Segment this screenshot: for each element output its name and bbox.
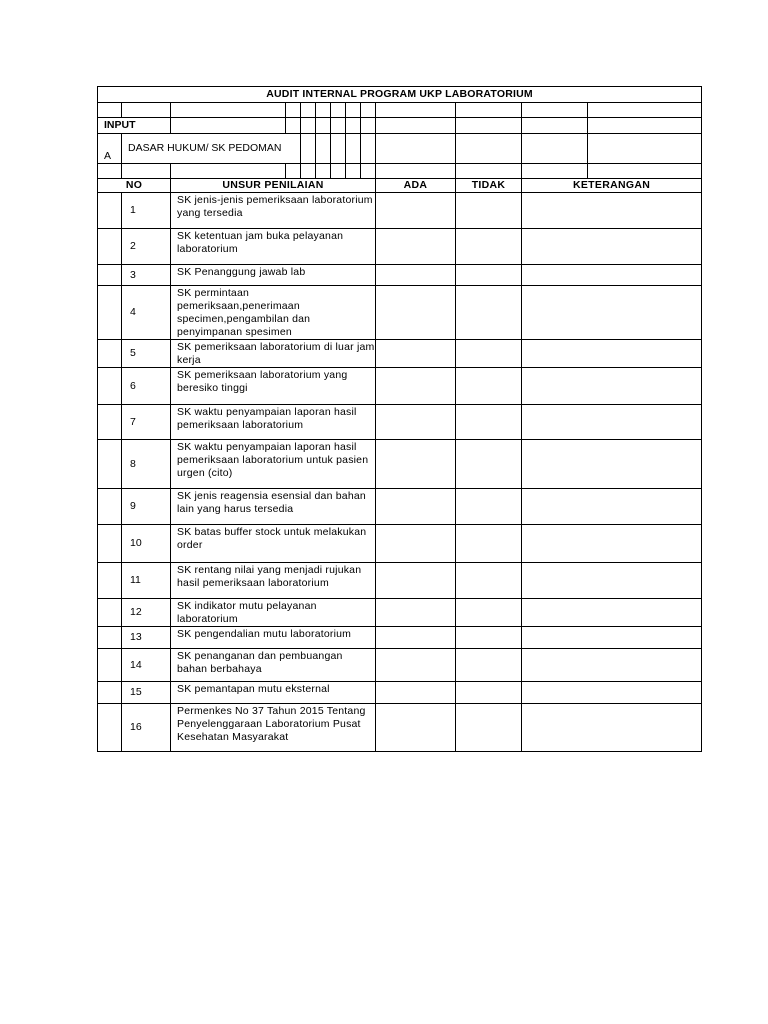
audit-table xyxy=(97,86,702,752)
table-row xyxy=(98,489,702,525)
spacer-row xyxy=(98,164,702,179)
row-keterangan-cell[interactable] xyxy=(522,682,702,704)
audit-table-body xyxy=(98,87,702,752)
table-row xyxy=(98,368,702,405)
row-tidak-cell[interactable] xyxy=(456,405,522,440)
spacer-row xyxy=(98,103,702,118)
row-description: SK jenis-jenis pemeriksaan laboratorium yang tersedia xyxy=(171,193,376,229)
row-keterangan-cell[interactable] xyxy=(522,525,702,563)
title-row xyxy=(98,87,702,103)
row-tidak-cell[interactable] xyxy=(456,368,522,405)
row-keterangan-cell[interactable] xyxy=(522,286,702,340)
row-tidak-cell[interactable] xyxy=(456,265,522,286)
row-blank-cell xyxy=(98,489,122,525)
table-row xyxy=(98,649,702,682)
row-tidak-cell[interactable] xyxy=(456,682,522,704)
row-ada-cell[interactable] xyxy=(376,265,456,286)
row-blank-cell xyxy=(98,563,122,599)
row-blank-cell xyxy=(98,286,122,340)
row-ada-cell[interactable] xyxy=(376,193,456,229)
row-number: 5 xyxy=(122,340,171,368)
row-blank-cell xyxy=(98,440,122,489)
header-row xyxy=(98,179,702,193)
row-number: 12 xyxy=(122,599,171,627)
row-blank-cell xyxy=(98,704,122,752)
row-keterangan-cell[interactable] xyxy=(522,440,702,489)
row-ada-cell[interactable] xyxy=(376,340,456,368)
row-keterangan-cell[interactable] xyxy=(522,340,702,368)
table-row xyxy=(98,440,702,489)
row-keterangan-cell[interactable] xyxy=(522,563,702,599)
row-number: 1 xyxy=(122,193,171,229)
row-description: Permenkes No 37 Tahun 2015 Tentang Penyelenggaraan Laboratorium Pusat Kesehatan Masyarakat xyxy=(171,704,376,752)
table-row xyxy=(98,599,702,627)
row-ada-cell[interactable] xyxy=(376,682,456,704)
row-ada-cell[interactable] xyxy=(376,368,456,405)
row-blank-cell xyxy=(98,265,122,286)
row-keterangan-cell[interactable] xyxy=(522,599,702,627)
table-row xyxy=(98,405,702,440)
row-tidak-cell[interactable] xyxy=(456,525,522,563)
row-ada-cell[interactable] xyxy=(376,525,456,563)
row-blank-cell xyxy=(98,405,122,440)
row-description: SK rentang nilai yang menjadi rujukan hasil pemeriksaan laboratorium xyxy=(171,563,376,599)
row-description: SK waktu penyampaian laporan hasil pemeriksaan laboratorium xyxy=(171,405,376,440)
row-ada-cell[interactable] xyxy=(376,229,456,265)
row-description: SK pemantapan mutu eksternal xyxy=(171,682,376,704)
input-row xyxy=(98,118,702,134)
row-blank-cell xyxy=(98,340,122,368)
row-ada-cell[interactable] xyxy=(376,649,456,682)
row-number: 4 xyxy=(122,286,171,340)
row-tidak-cell[interactable] xyxy=(456,704,522,752)
table-row xyxy=(98,229,702,265)
row-tidak-cell[interactable] xyxy=(456,649,522,682)
row-tidak-cell[interactable] xyxy=(456,286,522,340)
header-keterangan: KETERANGAN xyxy=(522,179,702,193)
row-tidak-cell[interactable] xyxy=(456,599,522,627)
row-number: 3 xyxy=(122,265,171,286)
row-number: 11 xyxy=(122,563,171,599)
row-description: SK penanganan dan pembuangan bahan berbahaya xyxy=(171,649,376,682)
row-keterangan-cell[interactable] xyxy=(522,704,702,752)
row-description: SK pemeriksaan laboratorium yang beresiko tinggi xyxy=(171,368,376,405)
table-row xyxy=(98,340,702,368)
row-keterangan-cell[interactable] xyxy=(522,193,702,229)
row-ada-cell[interactable] xyxy=(376,563,456,599)
section-name: DASAR HUKUM/ SK PEDOMAN xyxy=(122,134,301,164)
row-blank-cell xyxy=(98,599,122,627)
row-blank-cell xyxy=(98,193,122,229)
row-keterangan-cell[interactable] xyxy=(522,489,702,525)
header-no: NO xyxy=(98,179,171,193)
row-description: SK pengendalian mutu laboratorium xyxy=(171,627,376,649)
row-keterangan-cell[interactable] xyxy=(522,265,702,286)
row-blank-cell xyxy=(98,525,122,563)
table-row xyxy=(98,682,702,704)
row-number: 14 xyxy=(122,649,171,682)
input-label: INPUT xyxy=(98,118,171,134)
table-row xyxy=(98,525,702,563)
document-title: AUDIT INTERNAL PROGRAM UKP LABORATORIUM xyxy=(98,87,702,103)
row-number: 16 xyxy=(122,704,171,752)
table-row xyxy=(98,627,702,649)
row-blank-cell xyxy=(98,627,122,649)
row-description: SK batas buffer stock untuk melakukan order xyxy=(171,525,376,563)
row-description: SK pemeriksaan laboratorium di luar jam kerja xyxy=(171,340,376,368)
row-number: 8 xyxy=(122,440,171,489)
header-ada: ADA xyxy=(376,179,456,193)
row-description: SK indikator mutu pelayanan laboratorium xyxy=(171,599,376,627)
row-tidak-cell[interactable] xyxy=(456,340,522,368)
row-number: 15 xyxy=(122,682,171,704)
row-tidak-cell[interactable] xyxy=(456,563,522,599)
header-tidak: TIDAK xyxy=(456,179,522,193)
row-keterangan-cell[interactable] xyxy=(522,649,702,682)
header-unsur: UNSUR PENILAIAN xyxy=(171,179,376,193)
row-tidak-cell[interactable] xyxy=(456,440,522,489)
section-letter: A xyxy=(98,134,122,164)
row-ada-cell[interactable] xyxy=(376,704,456,752)
row-number: 2 xyxy=(122,229,171,265)
row-ada-cell[interactable] xyxy=(376,405,456,440)
table-row xyxy=(98,563,702,599)
table-row xyxy=(98,265,702,286)
row-description: SK Penanggung jawab lab xyxy=(171,265,376,286)
row-blank-cell xyxy=(98,649,122,682)
row-tidak-cell[interactable] xyxy=(456,489,522,525)
row-blank-cell xyxy=(98,368,122,405)
row-keterangan-cell[interactable] xyxy=(522,368,702,405)
row-blank-cell xyxy=(98,682,122,704)
row-keterangan-cell[interactable] xyxy=(522,405,702,440)
row-blank-cell xyxy=(98,229,122,265)
row-number: 6 xyxy=(122,368,171,405)
row-ada-cell[interactable] xyxy=(376,599,456,627)
section-row xyxy=(98,134,702,164)
row-ada-cell[interactable] xyxy=(376,489,456,525)
table-row xyxy=(98,704,702,752)
table-row xyxy=(98,193,702,229)
row-number: 7 xyxy=(122,405,171,440)
row-tidak-cell[interactable] xyxy=(456,193,522,229)
row-description: SK jenis reagensia esensial dan bahan lain yang harus tersedia xyxy=(171,489,376,525)
row-tidak-cell[interactable] xyxy=(456,627,522,649)
row-keterangan-cell[interactable] xyxy=(522,627,702,649)
row-ada-cell[interactable] xyxy=(376,440,456,489)
row-description: SK permintaan pemeriksaan,penerimaan specimen,pengambilan dan penyimpanan spesimen xyxy=(171,286,376,340)
row-tidak-cell[interactable] xyxy=(456,229,522,265)
row-description: SK ketentuan jam buka pelayanan laboratorium xyxy=(171,229,376,265)
row-number: 13 xyxy=(122,627,171,649)
row-number: 9 xyxy=(122,489,171,525)
row-ada-cell[interactable] xyxy=(376,627,456,649)
row-description: SK waktu penyampaian laporan hasil pemeriksaan laboratorium untuk pasien urgen (cito) xyxy=(171,440,376,489)
row-ada-cell[interactable] xyxy=(376,286,456,340)
row-number: 10 xyxy=(122,525,171,563)
row-keterangan-cell[interactable] xyxy=(522,229,702,265)
table-row xyxy=(98,286,702,340)
